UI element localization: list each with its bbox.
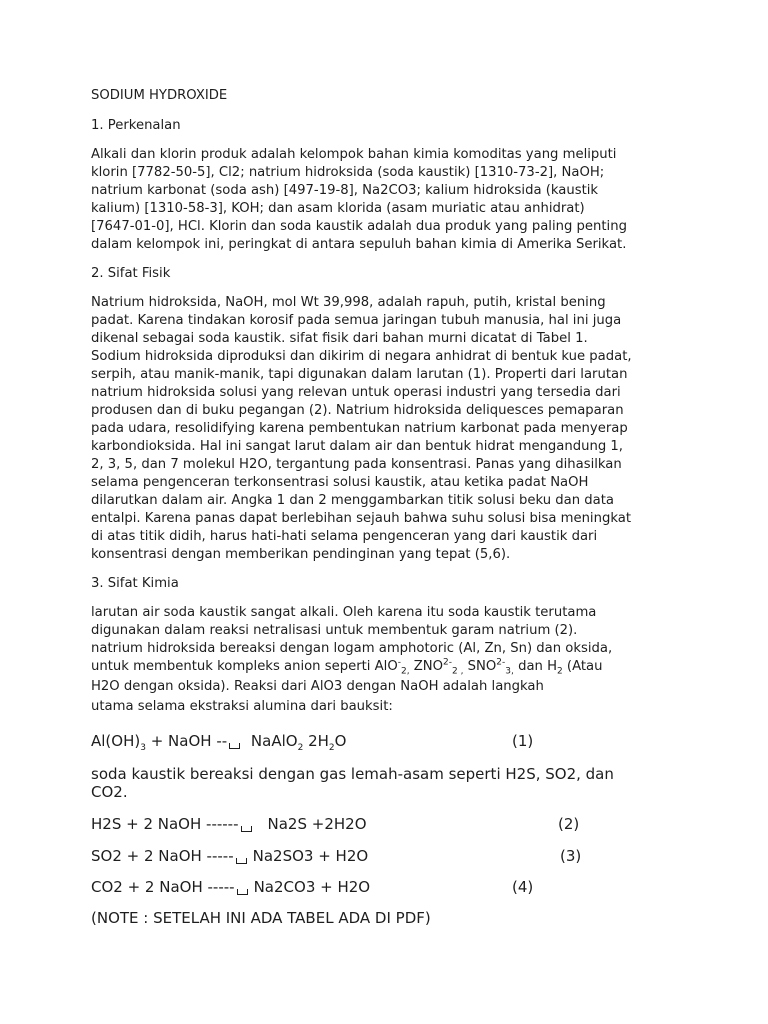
paragraph-line: [7647-01-0], HCl. Klorin dan soda kaustik adalah dua produk yang paling penting: [91, 219, 627, 234]
paragraph-line: dikenal sebagai soda kaustik. sifat fisik dari bahan murni dicatat di Tabel 1.: [91, 331, 588, 346]
paragraph-line: di atas titik didih, harus hati-hati selama pengenceran yang dari kaustik dari: [91, 529, 598, 544]
paragraph-line: kalium) [1310-58-3], KOH; dan asam klorida (asam muriatic atau anhidrat): [91, 201, 585, 216]
paragraph-line: serpih, atau manik-manik, tapi digunakan dalam larutan (1). Properti dari larutan: [91, 367, 628, 382]
equation-4: CO2 + 2 NaOH ----- Na2CO3 + H2O: [91, 878, 371, 896]
paragraph-line: padat. Karena tindakan korosif pada semua jaringan tubuh manusia, hal ini juga: [91, 313, 622, 328]
document-title: SODIUM HYDROXIDE: [91, 88, 228, 103]
paragraph-line: karbondioksida. Hal ini sangat larut dalam air dan bentuk hidrat mengandung 1,: [91, 439, 623, 454]
section-heading-3: 3. Sifat Kimia: [91, 576, 179, 591]
paragraph-line: natrium hidroksida solusi yang relevan untuk operasi industri yang tersedia dari: [91, 385, 621, 400]
paragraph-line: Sodium hidroksida diproduksi dan dikirim di negara anhidrat di bentuk kue padat,: [91, 349, 632, 364]
paragraph-line: 2, 3, 5, dan 7 molekul H2O, tergantung pada konsentrasi. Panas yang dihasilkan: [91, 457, 622, 472]
paragraph-line: utama selama ekstraksi alumina dari bauksit:: [91, 699, 393, 714]
reaction-arrow-icon: [236, 858, 247, 864]
paragraph-line: produsen dan di buku pegangan (2). Natrium hidroksida deliquesces pemaparan: [91, 403, 624, 418]
section-heading-1: 1. Perkenalan: [91, 118, 181, 133]
paragraph-line: H2O dengan oksida). Reaksi dari AlO3 dengan NaOH adalah langkah: [91, 679, 544, 694]
equation-number: (4): [512, 878, 534, 896]
equation-number: (3): [560, 847, 582, 865]
paragraph-line: CO2.: [91, 783, 128, 801]
paragraph-line: digunakan dalam reaksi netralisasi untuk membentuk garam natrium (2).: [91, 623, 578, 638]
equation-number: (2): [558, 815, 580, 833]
reaction-arrow-icon: [237, 889, 248, 895]
paragraph-line: soda kaustik bereaksi dengan gas lemah-asam seperti H2S, SO2, dan: [91, 765, 614, 783]
note-line: (NOTE : SETELAH INI ADA TABEL ADA DI PDF): [91, 909, 431, 927]
paragraph-line: natrium karbonat (soda ash) [497-19-8], Na2CO3; kalium hidroksida (kaustik: [91, 183, 599, 198]
paragraph-line: pada udara, resolidifying karena pembentukan natrium karbonat pada menyerap: [91, 421, 628, 436]
paragraph-line: dalam kelompok ini, peringkat di antara sepuluh bahan kimia di Amerika Serikat.: [91, 237, 627, 252]
section-heading-2: 2. Sifat Fisik: [91, 266, 171, 281]
equation-1: $Al(OH)_3$ + NaOH -- NaAlO$_2$ $2H_2O$: [91, 732, 347, 753]
equation-3: SO2 + 2 NaOH ----- Na2SO3 + H2O: [91, 847, 369, 865]
paragraph-line: natrium hidroksida bereaksi dengan logam amphotoric (Al, Zn, Sn) dan oksida,: [91, 641, 613, 656]
reaction-arrow-icon: [229, 743, 240, 749]
paragraph-line: dilarutkan dalam air. Angka 1 dan 2 menggambarkan titik solusi beku dan data: [91, 493, 614, 508]
equation-number: (1): [512, 732, 534, 750]
paragraph-line: entalpi. Karena panas dapat berlebihan sejauh bahwa suhu solusi bisa meningkat: [91, 511, 631, 526]
paragraph-line: larutan air soda kaustik sangat alkali. Oleh karena itu soda kaustik terutama: [91, 605, 597, 620]
anion-line: untuk membentuk kompleks anion seperti AlO-$_{2,}$ $ZNO^{2-}_{2 ,}$ $SNO^{2-}_{3,}$ dan $H_2$ (Atau: [91, 657, 603, 677]
paragraph-line: konsentrasi dengan memberikan pendinginan yang tepat (5,6).: [91, 547, 511, 562]
reaction-arrow-icon: [241, 826, 252, 832]
paragraph-line: selama pengenceran terkonsentrasi solusi kaustik, atau ketika padat NaOH: [91, 475, 589, 490]
paragraph-line: klorin [7782-50-5], Cl2; natrium hidroksida (soda kaustik) [1310-73-2], NaOH;: [91, 165, 605, 180]
equation-2: H2S + 2 NaOH ------ Na2S +2H2O: [91, 815, 367, 833]
paragraph-line: Natrium hidroksida, NaOH, mol Wt 39,998, adalah rapuh, putih, kristal bening: [91, 295, 606, 310]
paragraph-line: Alkali dan klorin produk adalah kelompok bahan kimia komoditas yang meliputi: [91, 147, 617, 162]
